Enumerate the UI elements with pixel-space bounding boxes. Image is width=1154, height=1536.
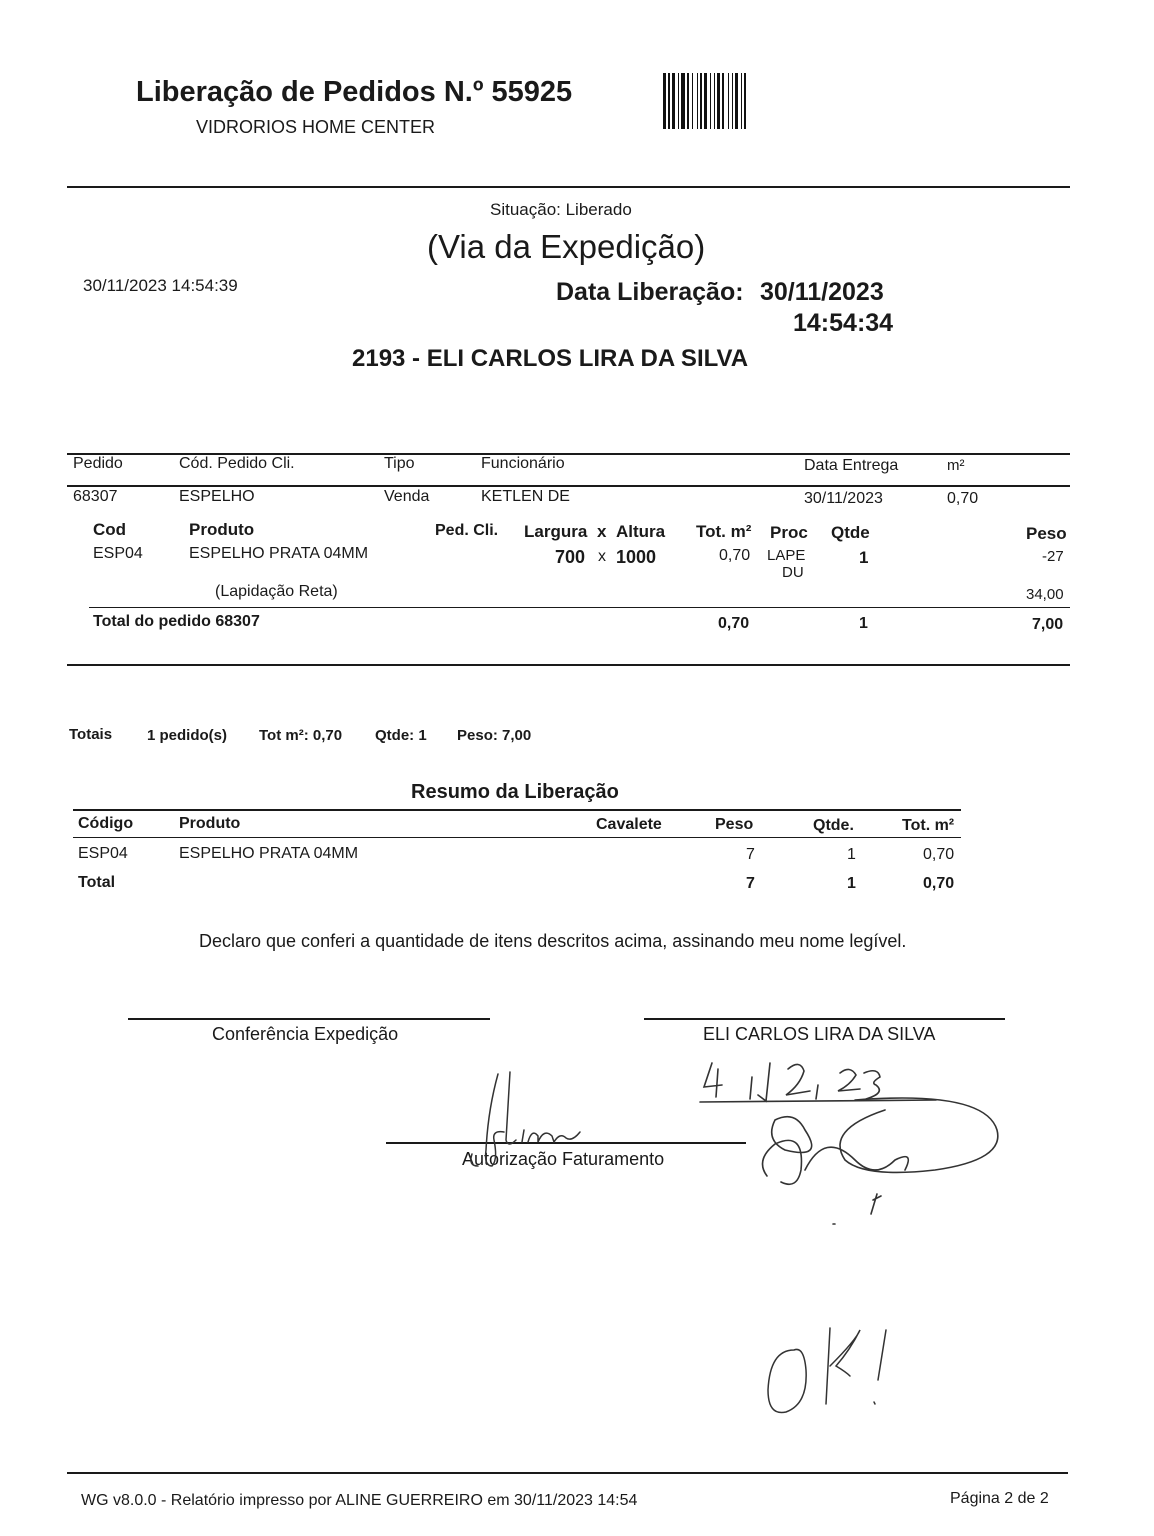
col-header-cod-pedido-cli: Cód. Pedido Cli. <box>179 455 295 472</box>
barcode-bar <box>700 73 702 129</box>
summary-total-qtde: 1 <box>847 875 856 892</box>
item-header-altura: Altura <box>616 522 666 541</box>
item-produto: ESPELHO PRATA 04MM <box>189 545 369 562</box>
summary-row-produto: ESPELHO PRATA 04MM <box>179 845 359 862</box>
handwritten-client-signature <box>745 1090 1005 1230</box>
barcode-bar <box>732 73 733 129</box>
totals-peso: Peso: 7,00 <box>457 727 532 744</box>
summary-title: Resumo da Liberação <box>411 781 619 803</box>
item-header-produto: Produto <box>189 520 255 539</box>
item-x: x <box>598 548 606 565</box>
release-time: 14:54:34 <box>793 309 894 337</box>
printed-datetime: 30/11/2023 14:54:39 <box>83 276 238 295</box>
barcode-bar <box>692 73 693 129</box>
summary-header-tot-m2: Tot. m² <box>902 817 955 834</box>
signature-label-autorizacao: Autorização Faturamento <box>462 1149 665 1169</box>
summary-top-border <box>73 809 961 811</box>
barcode-bar <box>668 73 670 129</box>
item-altura: 1000 <box>616 547 657 567</box>
item-header-ped-cli: Ped. Cli. <box>435 522 499 539</box>
footer-report-info: WG v8.0.0 - Relatório impresso por ALINE GUERREIRO em 30/11/2023 14:54 <box>81 1492 638 1509</box>
barcode-bar <box>710 73 711 129</box>
summary-header-cavalete: Cavalete <box>596 816 662 833</box>
order-data-entrega: 30/11/2023 <box>804 490 883 507</box>
item-peso-line2: 34,00 <box>1026 586 1064 603</box>
item-proc-line2: DU <box>782 564 804 581</box>
summary-row-qtde: 1 <box>847 846 856 863</box>
barcode-bar <box>678 73 679 129</box>
summary-total-tot-m2: 0,70 <box>923 875 955 892</box>
via-title: (Via da Expedição) <box>427 228 706 265</box>
orders-header-divider <box>67 485 1070 487</box>
order-pedido: 68307 <box>73 488 118 505</box>
company-name: VIDRORIOS HOME CENTER <box>196 117 436 137</box>
barcode-bar <box>714 73 715 129</box>
item-header-largura: Largura <box>524 522 588 541</box>
summary-header-divider <box>73 837 961 838</box>
orders-table-bottom-border <box>67 664 1070 666</box>
summary-header-codigo: Código <box>78 815 134 832</box>
barcode-bar <box>722 73 724 129</box>
col-header-tipo: Tipo <box>384 455 415 472</box>
summary-header-peso: Peso <box>715 816 754 833</box>
declaration-text: Declaro que conferi a quantidade de itens descritos acima, assinando meu nome legível. <box>199 931 907 951</box>
barcode <box>663 73 839 129</box>
barcode-bar <box>717 73 720 129</box>
item-peso-line1: -27 <box>1042 548 1064 565</box>
signature-label-conferencia: Conferência Expedição <box>212 1024 399 1044</box>
col-header-data-entrega: Data Entrega <box>804 457 899 474</box>
item-cod: ESP04 <box>93 545 143 562</box>
summary-total-label: Total <box>78 874 116 891</box>
order-funcionario: KETLEN DE <box>481 488 570 505</box>
item-header-x: x <box>597 522 607 541</box>
item-header-qtde: Qtde <box>831 523 870 542</box>
signature-line-right <box>644 1018 1005 1020</box>
barcode-bar <box>704 73 707 129</box>
item-proc-line1: LAPE <box>767 547 806 564</box>
barcode-bar <box>687 73 689 129</box>
barcode-bar <box>697 73 698 129</box>
barcode-bar <box>663 73 666 129</box>
item-header-peso: Peso <box>1026 524 1067 543</box>
handwritten-ok-mark <box>760 1320 920 1420</box>
barcode-bar <box>744 73 746 129</box>
signature-line-left <box>128 1018 490 1020</box>
summary-row-tot-m2: 0,70 <box>923 846 955 863</box>
document-title: Liberação de Pedidos N.º 55925 <box>136 76 573 108</box>
signature-label-client: ELI CARLOS LIRA DA SILVA <box>703 1024 936 1044</box>
summary-row-codigo: ESP04 <box>78 845 128 862</box>
barcode-bar <box>735 73 738 129</box>
barcode-bar <box>741 73 742 129</box>
summary-total-peso: 7 <box>746 875 755 892</box>
summary-row-peso: 7 <box>746 846 755 863</box>
barcode-bar <box>728 73 729 129</box>
order-total-qtde: 1 <box>859 615 868 632</box>
summary-header-qtde: Qtde. <box>813 817 854 834</box>
item-observation: (Lapidação Reta) <box>215 583 338 600</box>
order-total-divider <box>89 607 1070 608</box>
release-date: 30/11/2023 <box>760 278 884 306</box>
footer-divider <box>67 1472 1068 1474</box>
order-m2: 0,70 <box>947 490 979 507</box>
totals-tot-m2: Tot m²: 0,70 <box>259 727 343 744</box>
status-text: Situação: Liberado <box>490 200 632 219</box>
order-total-peso: 7,00 <box>1032 616 1064 633</box>
item-header-proc: Proc <box>770 523 808 542</box>
order-cod-pedido-cli: ESPELHO <box>179 488 255 505</box>
summary-header-produto: Produto <box>179 815 241 832</box>
footer-page-number: Página 2 de 2 <box>950 1490 1049 1507</box>
header-divider <box>67 186 1070 188</box>
col-header-m2: m² <box>947 457 965 474</box>
item-header-cod: Cod <box>93 520 127 539</box>
barcode-bar <box>681 73 685 129</box>
item-qtde: 1 <box>859 548 869 567</box>
totals-qtde: Qtde: 1 <box>375 727 427 744</box>
release-label: Data Liberação: <box>556 278 744 306</box>
totals-pedidos: 1 pedido(s) <box>147 727 228 744</box>
item-largura: 700 <box>555 547 586 567</box>
barcode-bar <box>672 73 675 129</box>
order-total-label: Total do pedido 68307 <box>93 613 260 630</box>
col-header-funcionario: Funcionário <box>481 455 565 472</box>
order-tipo: Venda <box>384 488 430 505</box>
item-header-tot-m2: Tot. m² <box>696 522 752 541</box>
item-tot-m2: 0,70 <box>719 547 751 564</box>
order-total-m2: 0,70 <box>718 615 750 632</box>
client-name: 2193 - ELI CARLOS LIRA DA SILVA <box>352 345 749 372</box>
handwritten-aline-signature <box>468 1070 598 1170</box>
col-header-pedido: Pedido <box>73 455 123 472</box>
totals-label: Totais <box>69 726 113 743</box>
